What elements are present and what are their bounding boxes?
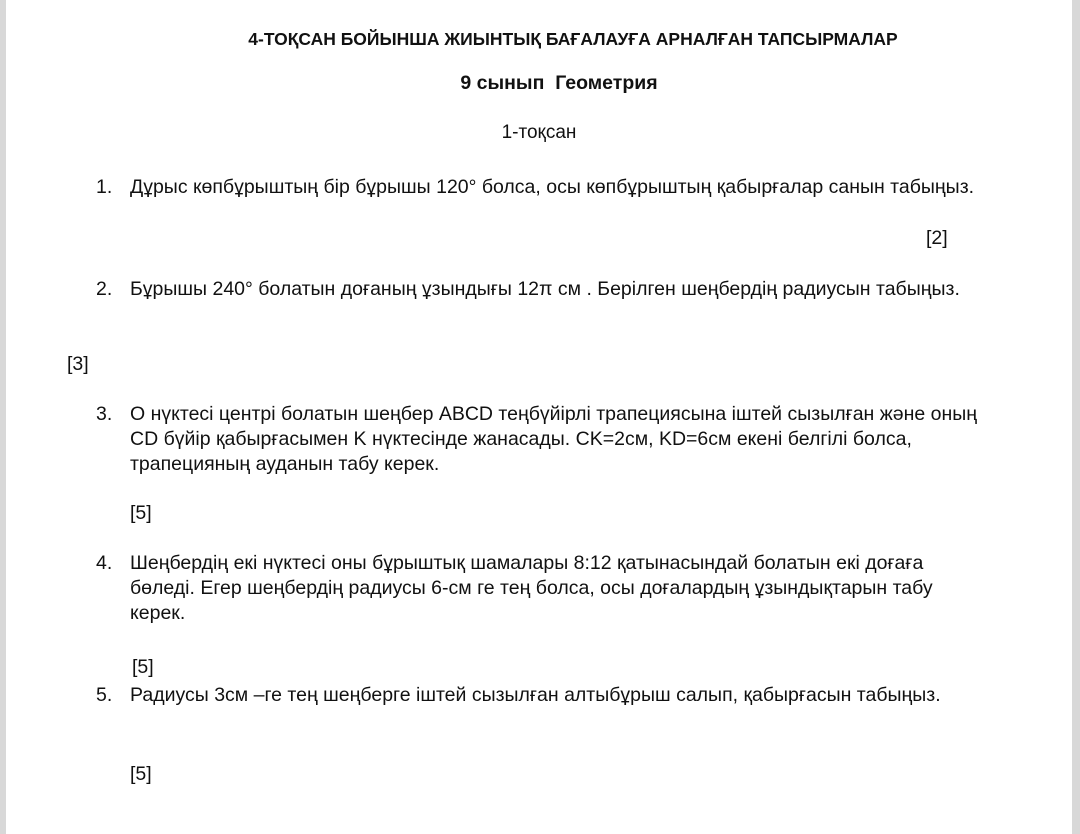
task-2-score: [3] <box>67 353 89 375</box>
task-number: 2. <box>96 278 113 300</box>
task-1-score: [2] <box>926 227 948 249</box>
task-text: О нүктесі центрі болатын шеңбер ABCD теңбүйірлі трапециясына іштей сызылған және оның CD бүйір қабырғасымен K нүктесінде жанасады. CK=2см, KD=6см екені белгілі болса, трапецияның ауданын табу керек. <box>130 403 978 475</box>
task-number: 5. <box>96 684 113 706</box>
task-3 <box>96 402 1006 477</box>
task-text: Радиусы 3см –ге тең шеңберге іштей сызылған алтыбұрыш салып, қабырғасын табыңыз. <box>130 684 941 706</box>
task-number: 3. <box>96 403 113 425</box>
document-subtitle: 9 сынып Геометрия <box>460 72 658 94</box>
task-3-score: [5] <box>130 502 152 524</box>
task-4 <box>96 551 976 626</box>
document-page <box>6 0 1072 834</box>
task-number: 4. <box>96 552 113 574</box>
task-2 <box>96 277 986 302</box>
task-text: Дұрыс көпбұрыштың бір бұрышы 120° болса, осы көпбұрыштың қабырғалар санын табыңыз. <box>130 176 975 198</box>
task-text: Бұрышы 240° болатын доғаның ұзындығы 12π см . Берілген шеңбердің радиусын табыңыз. <box>130 278 960 300</box>
task-number: 1. <box>96 176 113 198</box>
task-text: Шеңбердің екі нүктесі оны бұрыштық шамалары 8:12 қатынасындай болатын екі доғаға бөледі. Егер шеңбердің радиусы 6-см ге тең болса, осы доғалардың ұзындықтарын табу керек. <box>130 552 933 624</box>
task-5-score: [5] <box>130 763 152 785</box>
task-5 <box>96 683 966 708</box>
task-4-score: [5] <box>132 656 154 678</box>
document-title: 4-ТОҚСАН БОЙЫНША ЖИЫНТЫҚ БАҒАЛАУҒА АРНАЛҒАН ТАПСЫРМАЛАР <box>248 29 898 49</box>
quarter-label: 1-тоқсан <box>501 122 577 143</box>
task-1 <box>96 175 986 200</box>
